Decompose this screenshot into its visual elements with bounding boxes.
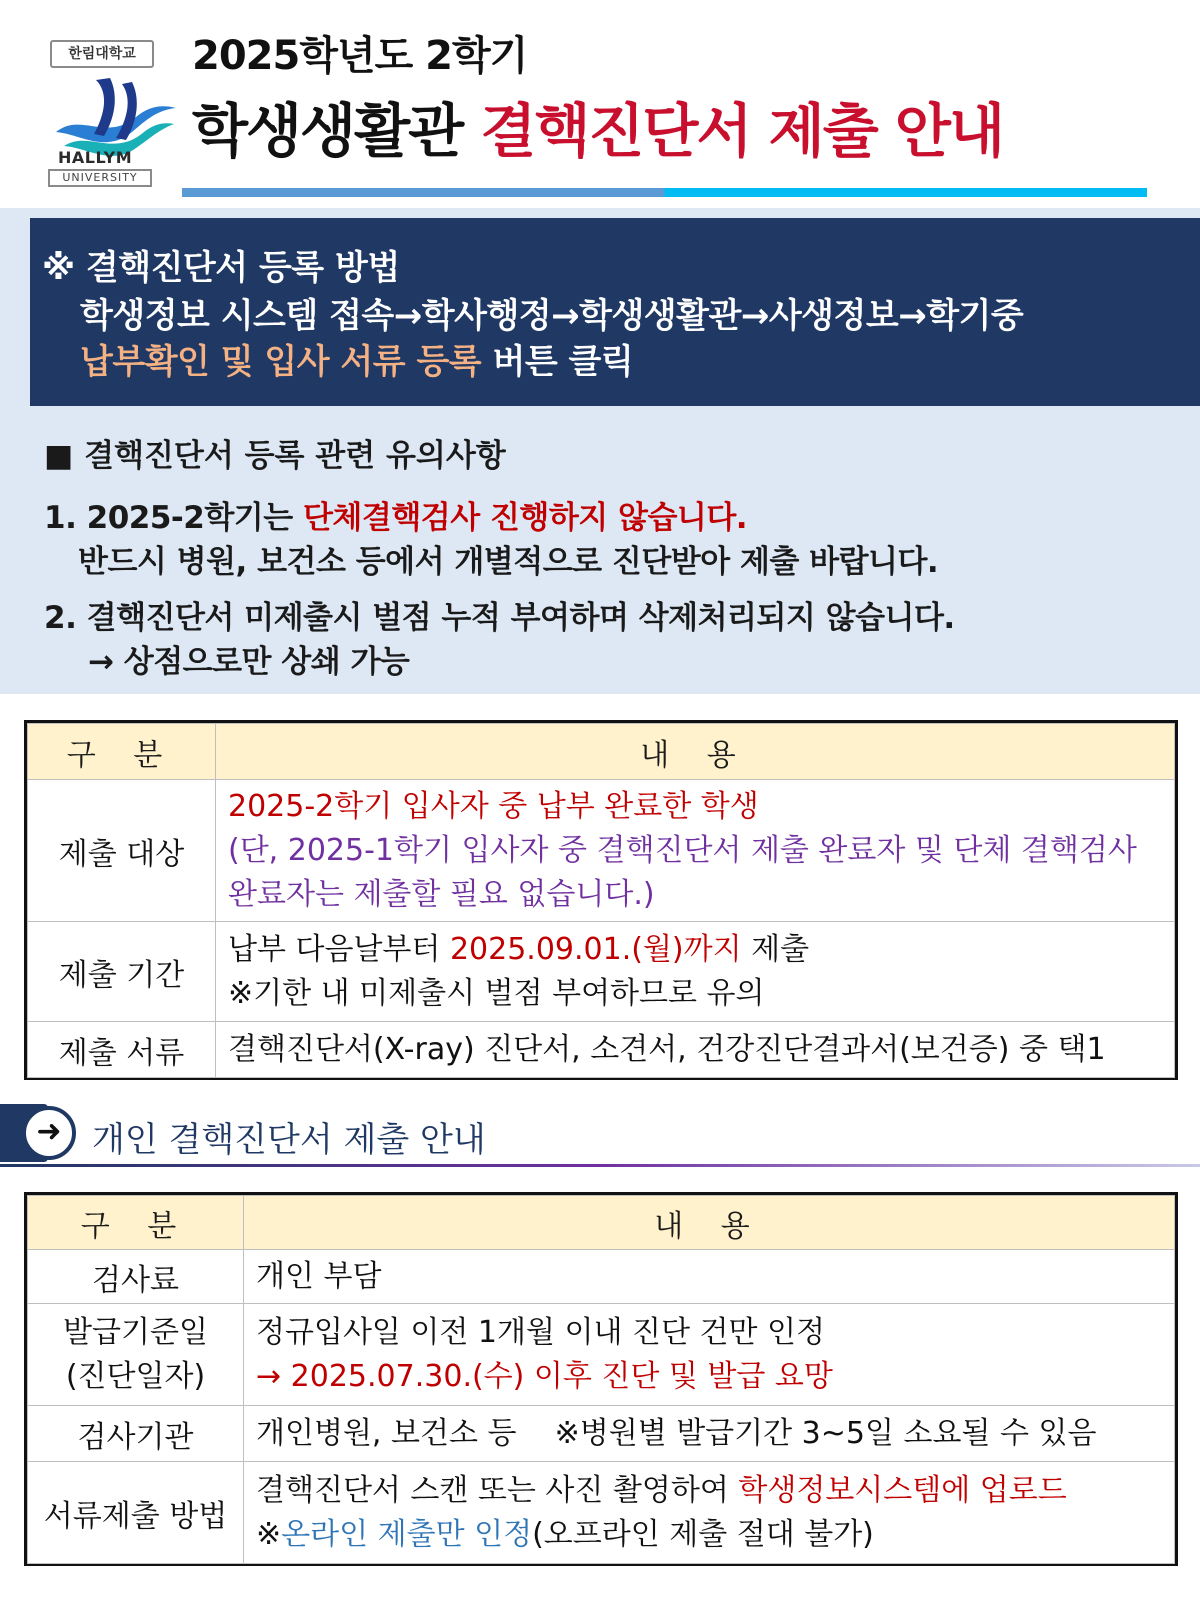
table-row [28,1462,1175,1564]
submission-info-table [24,720,1178,1080]
period-note: ※기한 내 미제출시 벌점 부여하므로 유의 [228,975,765,1011]
method-click-text: 버튼 클릭 [481,342,634,382]
page-title [192,84,1003,168]
section-title: 개인 결핵진단서 제출 안내 [92,1120,486,1160]
table-row [28,780,1175,922]
period-text-b: 제출 [741,931,810,967]
method-line-2 [256,1513,1174,1557]
target-exception-2: 완료자는 제출할 필요 없습니다.) [228,876,655,912]
table-row [28,922,1175,1022]
row-content-fee: 개인 부담 [244,1250,1175,1304]
row-label-institution: 검사기관 [28,1406,244,1462]
title-highlight: 결핵진단서 제출 안내 [480,97,1003,165]
header-category: 구 분 [28,724,216,780]
period-deadline: 2025.09.01.(월)까지 [449,931,742,967]
row-content-documents: 결핵진단서(X-ray) 진단서, 소견서, 건강진단결과서(보건증) 중 택1 [216,1022,1175,1078]
row-content-institution: 개인병원, 보건소 등 ※병원별 발급기간 3~5일 소요될 수 있음 [244,1406,1175,1462]
table-row [28,1304,1175,1406]
target-exception-1: (단, 2025-1학기 입사자 중 결핵진단서 제출 완료자 및 단체 결핵검사 [228,832,1137,868]
header-category: 구 분 [28,1196,244,1250]
row-content-target [216,780,1175,922]
table-row [28,1406,1175,1462]
method-heading: ※ 결핵진단서 등록 방법 [42,248,400,288]
header-content: 내 용 [216,724,1175,780]
issue-date-label-b: (진단일자) [65,1358,206,1394]
caution-item-1-text: 1. 2025-2학기는 [44,500,303,536]
method-line-1 [256,1469,1174,1513]
row-content-issue-date [244,1304,1175,1406]
table-row [28,1022,1175,1078]
row-label-target: 제출 대상 [28,780,216,922]
row-content-period [216,922,1175,1022]
row-label-fee: 검사료 [28,1250,244,1304]
caution-item-1 [44,492,747,537]
target-main: 2025-2학기 입사자 중 납부 완료한 학생 [228,788,759,824]
table-row [28,1250,1175,1304]
caution-item-2-detail: → 상점으로만 상쇄 가능 [88,644,410,680]
method-upload-target: 학생정보시스템에 업로드 [738,1472,1067,1508]
caution-item-2: 2. 결핵진단서 미제출시 벌점 누적 부여하며 삭제처리되지 않습니다. [44,600,955,636]
caution-item-1-highlight: 단체결핵검사 진행하지 않습니다. [302,500,748,536]
arrow-right-icon: ➜ [22,1106,76,1160]
issue-date-rule: 정규입사일 이전 1개월 이내 진단 건만 인정 [256,1314,825,1350]
row-label-documents: 제출 서류 [28,1022,216,1078]
cautions-heading: ■ 결핵진단서 등록 관련 유의사항 [44,438,506,474]
row-label-period: 제출 기간 [28,922,216,1022]
method-path: 학생정보 시스템 접속→학사행정→학생생활관→사생정보→학기중 [80,296,1024,336]
logo-university-text: UNIVERSITY [48,169,152,187]
issue-date-label-a: 발급기준일 [63,1314,208,1350]
period-text-a: 납부 다음날부터 [228,931,450,967]
row-label-method: 서류제출 방법 [28,1462,244,1564]
issue-date-required: → 2025.07.30.(수) 이후 진단 및 발급 요망 [256,1358,833,1394]
period-line [228,928,1174,972]
table-header-row [28,1196,1175,1250]
title-dormitory: 학생생활관 [192,97,481,165]
method-offline-note: (오프라인 제출 절대 불가) [532,1516,874,1552]
header-content: 내 용 [244,1196,1175,1250]
row-content-method [244,1462,1175,1564]
section-underline [0,1164,1200,1167]
page-header [0,0,1200,208]
row-label-issue-date [28,1304,244,1406]
title-semester: 2025학년도 2학기 [192,33,528,79]
title-underline [182,188,1147,197]
caution-item-1-detail: 반드시 병원, 보건소 등에서 개별적으로 진단받아 제출 바랍니다. [78,544,939,580]
method-text-a: 결핵진단서 스캔 또는 사진 촬영하여 [256,1472,739,1508]
university-logo [48,36,178,194]
registration-method-box [30,218,1200,406]
method-note-mark: ※ [256,1516,282,1552]
method-button-name: 납부확인 및 입사 서류 등록 [80,342,482,382]
individual-submission-table [24,1192,1178,1566]
logo-korean-name: 한림대학교 [50,40,154,68]
section-heading [0,1098,1200,1168]
logo-hallym-text: HALLYM [58,148,133,167]
method-button-instruction [80,334,633,383]
table-header-row [28,724,1175,780]
method-online-only: 온라인 제출만 인정 [281,1516,533,1552]
